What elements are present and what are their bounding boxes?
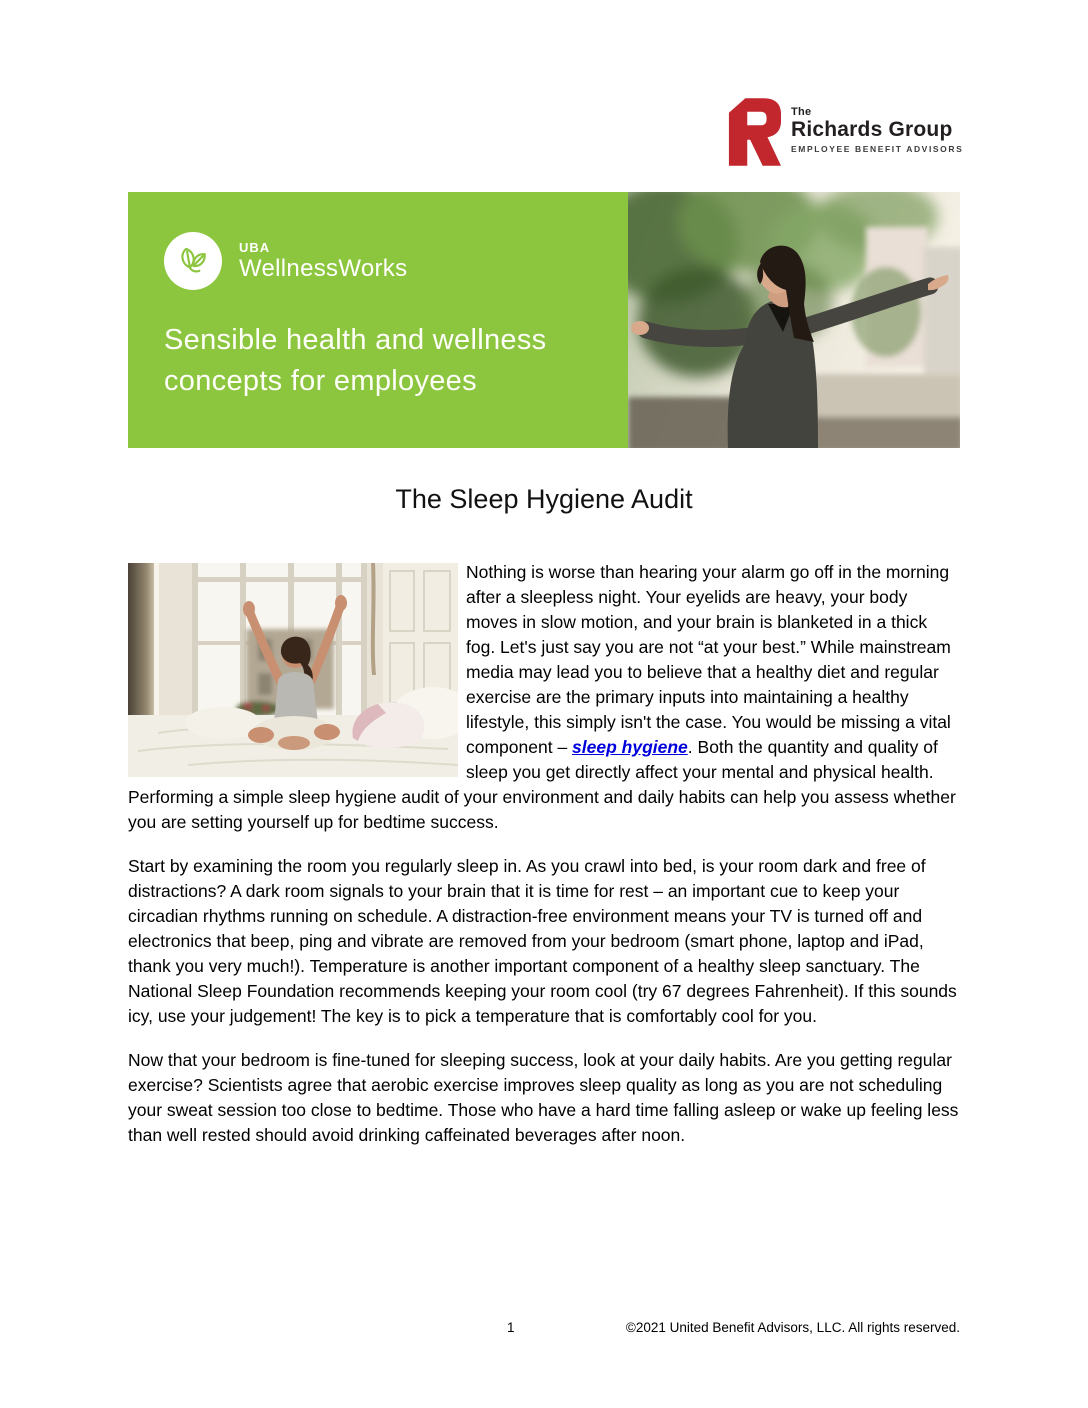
leaf-icon (164, 232, 222, 290)
page-number: 1 (507, 1320, 515, 1335)
wellnessworks-label: WellnessWorks (239, 254, 408, 282)
paragraph-1-text-before-link: Nothing is worse than hearing your alarm go off in the morning after a sleepless night. Your eyelids are heavy, your body moves in slow motion, and your brain is blanketed in a thick fog. Let's just say you are not “at your best.” While mainstream media may lead you to believe that a healthy diet and regular exercise are the primary inputs into maintaining a healthy lifestyle, this simply isn't the case. You would be missing a vital component – (466, 562, 951, 757)
copyright-notice: ©2021 United Benefit Advisors, LLC. All rights reserved. (625, 1320, 960, 1335)
brand-names (239, 240, 407, 283)
article-photo-woman-stretching-in-bed (128, 563, 458, 777)
richards-logo-text (791, 96, 963, 154)
banner-headline (164, 320, 628, 402)
page-footer (128, 1320, 960, 1342)
wellnessworks-banner (128, 192, 960, 448)
paragraph-2: Start by examining the room you regularly sleep in. As you crawl into bed, is your room dark and free of distractions? A dark room signals to your brain that it is time for rest – an important cue to keep your circadian rhythms running on schedule. A distraction-free environment means your TV is turned off and electronics that beep, ping and vibrate are removed from your bedroom (smart phone, laptop and iPad, thank you very much!). Temperature is another important component of a healthy sleep sanctuary. The National Sleep Foundation recommends keeping your room cool (try 67 degrees Fahrenheit). If this sounds icy, use your judgement! The key is to pick a temperature that is comfortably cool for you. (128, 856, 957, 1026)
logo-tagline: EMPLOYEE BENEFIT ADVISORS (791, 144, 964, 154)
uba-label: UBA (239, 239, 271, 255)
banner-headline-line2: concepts for employees (164, 365, 477, 397)
logo-the: The (791, 106, 812, 118)
richards-logo-r-icon (727, 96, 781, 168)
paragraph-1 (128, 560, 960, 835)
page-title: The Sleep Hygiene Audit (395, 484, 693, 514)
paragraph-1-text-after-link: . Both the quantity and quality of sleep you get directly affect your mental and physical health. Performing a simple sleep hygiene audit of your environment and daily habits can help you assess whether you are setting yourself up for bedtime success. (128, 737, 956, 832)
paragraph-3: Now that your bedroom is fine-tuned for sleeping success, look at your daily habits. Are you getting regular exercise? Scientists agree that aerobic exercise improves sleep quality as long as you are not scheduling your sweat session too close to bedtime. Those who have a hard time falling asleep or wake up feeling less than well rested should avoid drinking caffeinated beverages after noon. (128, 1050, 959, 1145)
banner-headline-line1: Sensible health and wellness (164, 324, 547, 356)
article-body (128, 560, 960, 1167)
banner-green-panel (128, 192, 628, 448)
wellnessworks-brand (164, 232, 628, 290)
banner-photo-woman-outdoors (628, 192, 960, 448)
logo-name: Richards Group (791, 118, 953, 141)
richards-group-logo (727, 96, 963, 168)
sleep-hygiene-link[interactable]: sleep hygiene (572, 737, 688, 757)
